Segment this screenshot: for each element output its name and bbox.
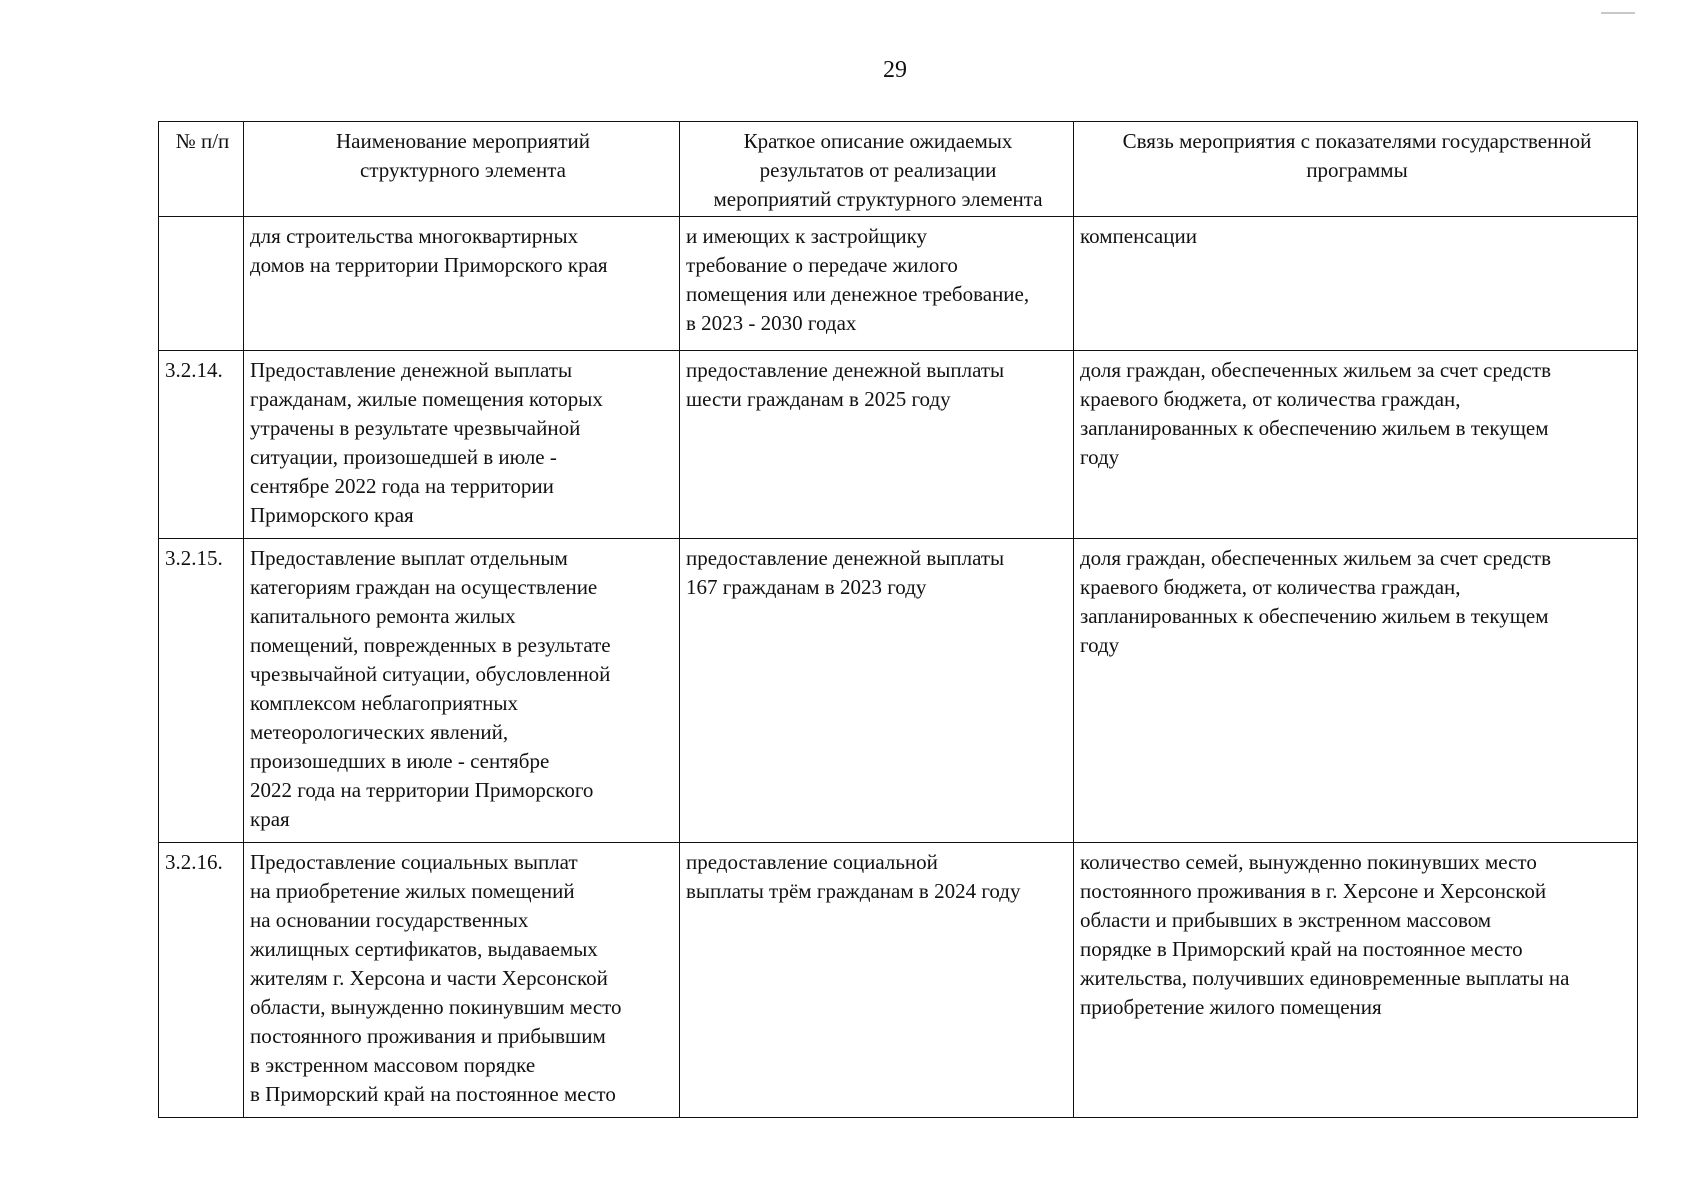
header-link: Связь мероприятия с показателями государственной программы <box>1074 122 1638 217</box>
cell-name: Предоставление социальных выплат на приобретение жилых помещений на основании государственных жилищных сертификатов, выдаваемых жителям г. Херсона и части Херсонской области, вынужденно покинувшим место постоянного проживания и прибывшим в экстренном массовом порядке в Приморский край на постоянное место <box>244 843 680 1118</box>
cell-desc: предоставление денежной выплаты шести гражданам в 2025 году <box>680 351 1074 539</box>
table-row <box>159 539 1638 843</box>
table-header-row <box>159 122 1638 217</box>
cell-desc: и имеющих к застройщику требование о передаче жилого помещения или денежное требование, в 2023 - 2030 годах <box>680 217 1074 351</box>
table-row <box>159 351 1638 539</box>
cell-name: для строительства многоквартирных домов на территории Приморского края <box>244 217 680 351</box>
cell-desc: предоставление денежной выплаты 167 гражданам в 2023 году <box>680 539 1074 843</box>
header-name: Наименование мероприятий структурного элемента <box>244 122 680 217</box>
cell-num <box>159 217 244 351</box>
header-num: № п/п <box>159 122 244 217</box>
table-row <box>159 217 1638 351</box>
cell-name: Предоставление денежной выплаты гражданам, жилые помещения которых утрачены в результате чрезвычайной ситуации, произошедшей в июле - сентябре 2022 года на территории Приморского края <box>244 351 680 539</box>
cell-num: 3.2.16. <box>159 843 244 1118</box>
page-number: 29 <box>883 57 907 83</box>
cell-name: Предоставление выплат отдельным категориям граждан на осуществление капитального ремонта жилых помещений, поврежденных в результате чрезвычайной ситуации, обусловленной комплексом неблагоприятных метеорологических явлений, произошедших в июле - сентябре 2022 года на территории Приморского края <box>244 539 680 843</box>
scan-corner-mark <box>1601 12 1635 14</box>
cell-num: 3.2.14. <box>159 351 244 539</box>
cell-link: доля граждан, обеспеченных жильем за счет средств краевого бюджета, от количества граждан, запланированных к обеспечению жильем в текущем году <box>1074 539 1638 843</box>
table-row <box>159 843 1638 1118</box>
header-desc: Краткое описание ожидаемых результатов от реализации мероприятий структурного элемента <box>680 122 1074 217</box>
cell-link: доля граждан, обеспеченных жильем за счет средств краевого бюджета, от количества граждан, запланированных к обеспечению жильем в текущем году <box>1074 351 1638 539</box>
measures-table <box>158 121 1638 1118</box>
cell-link: компенсации <box>1074 217 1638 351</box>
cell-num: 3.2.15. <box>159 539 244 843</box>
cell-desc: предоставление социальной выплаты трём гражданам в 2024 году <box>680 843 1074 1118</box>
cell-link: количество семей, вынужденно покинувших место постоянного проживания в г. Херсоне и Херсонской области и прибывших в экстренном массовом порядке в Приморский край на постоянное место жительства, получивших единовременные выплаты на приобретение жилого помещения <box>1074 843 1638 1118</box>
